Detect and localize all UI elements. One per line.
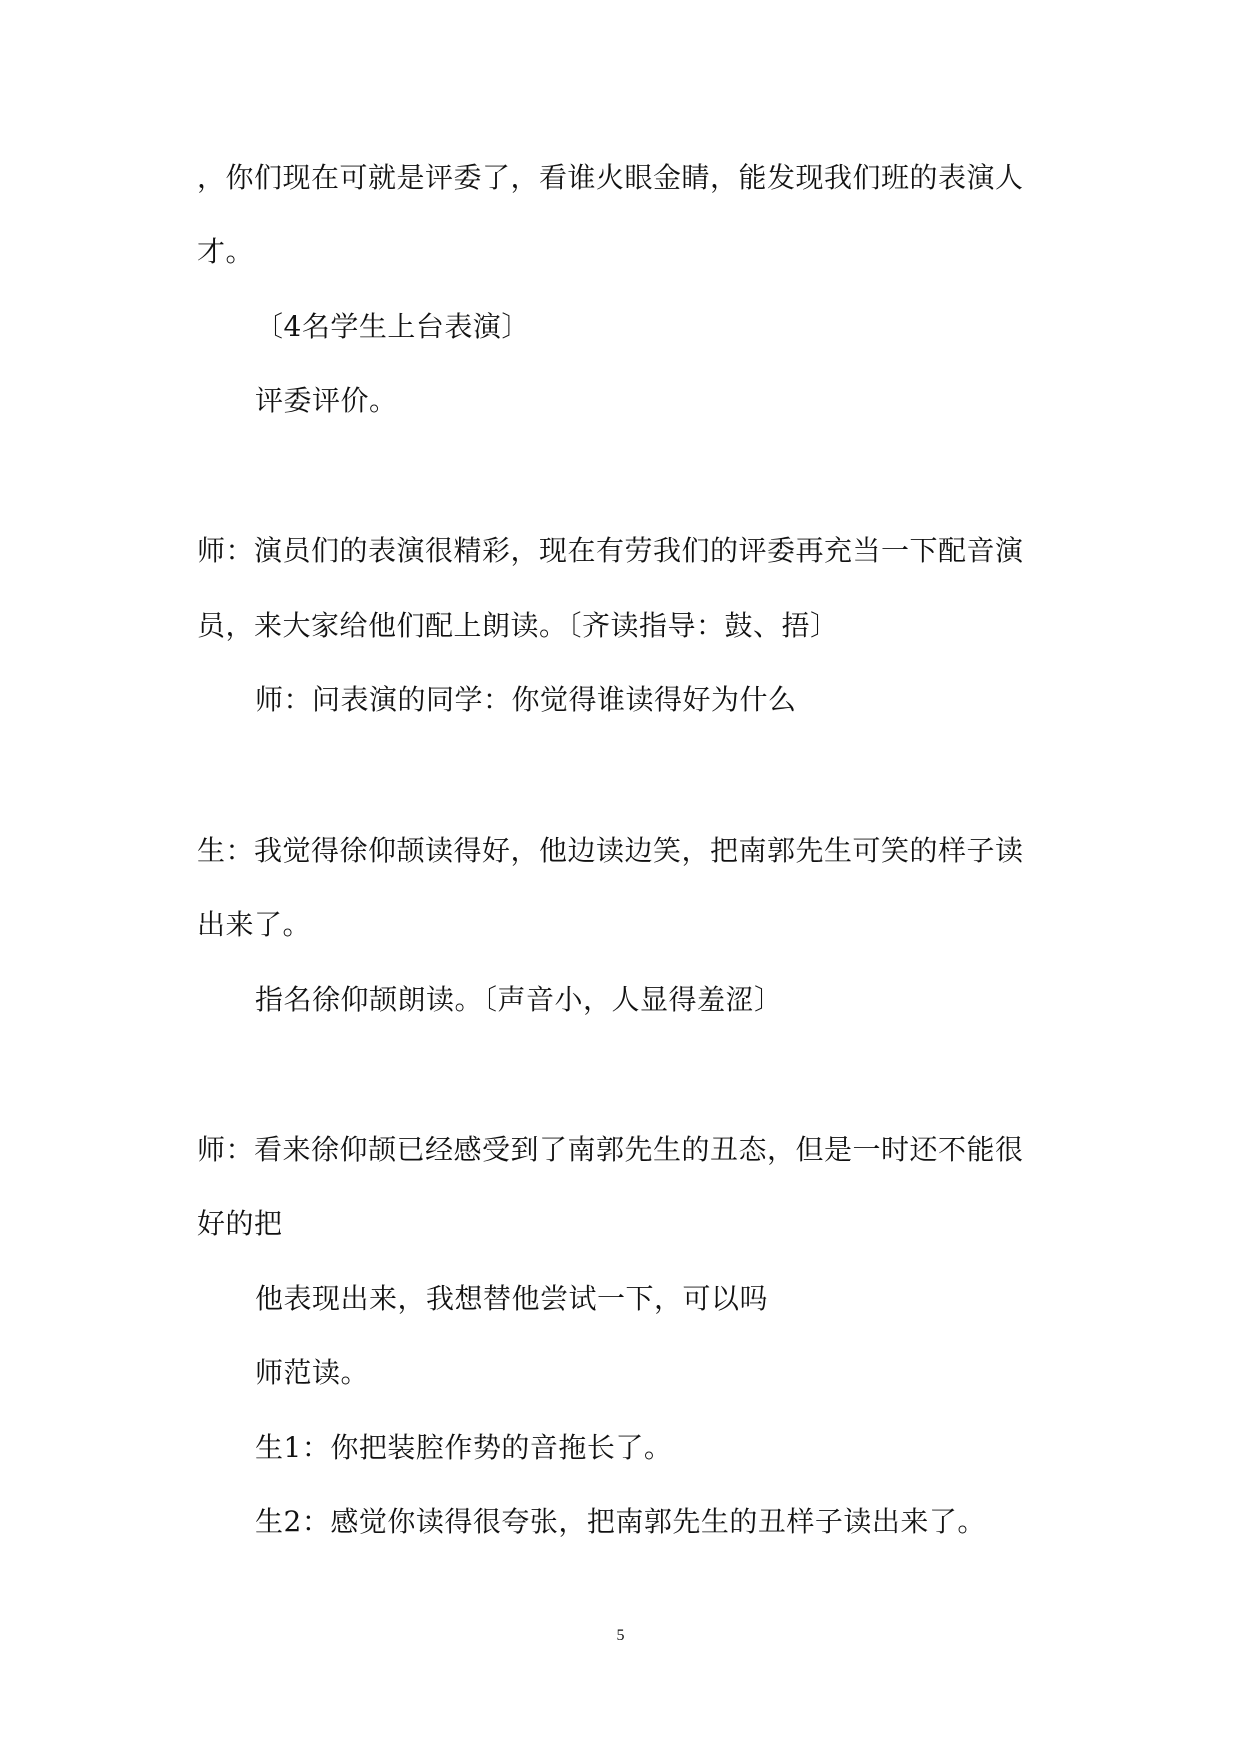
text-line: 才。 [197,235,255,268]
text-line: 师：看来徐仰颉已经感受到了南郭先生的丑态，但是一时还不能很 [197,1133,1024,1166]
text-line: 生1：你把装腔作势的音拖长了。 [255,1431,673,1464]
text-line: 生：我觉得徐仰颉读得好，他边读边笑，把南郭先生可笑的样子读 [197,834,1024,867]
page-number: 5 [616,1627,625,1644]
text-line: 好的把 [197,1207,283,1240]
text-line: 评委评价。 [255,384,398,417]
text-line: 出来了。 [197,908,312,941]
text-line: ，你们现在可就是评委了，看谁火眼金睛，能发现我们班的表演人 [197,161,1024,194]
text-line: 师：问表演的同学：你觉得谁读得好为什么 [255,683,797,716]
text-line: 他表现出来，我想替他尝试一下，可以吗 [255,1282,769,1315]
text-line: 指名徐仰颉朗读。〔声音小，人显得羞涩〕 [255,983,783,1016]
text-line: 师：演员们的表演很精彩，现在有劳我们的评委再充当一下配音演 [197,534,1024,567]
text-line: 〔4名学生上台表演〕 [255,310,530,343]
text-line: 生2：感觉你读得很夸张，把南郭先生的丑样子读出来了。 [255,1505,986,1538]
text-line: 师范读。 [255,1356,370,1389]
text-line: 员，来大家给他们配上朗读。〔齐读指导：鼓、捂〕 [197,609,839,642]
